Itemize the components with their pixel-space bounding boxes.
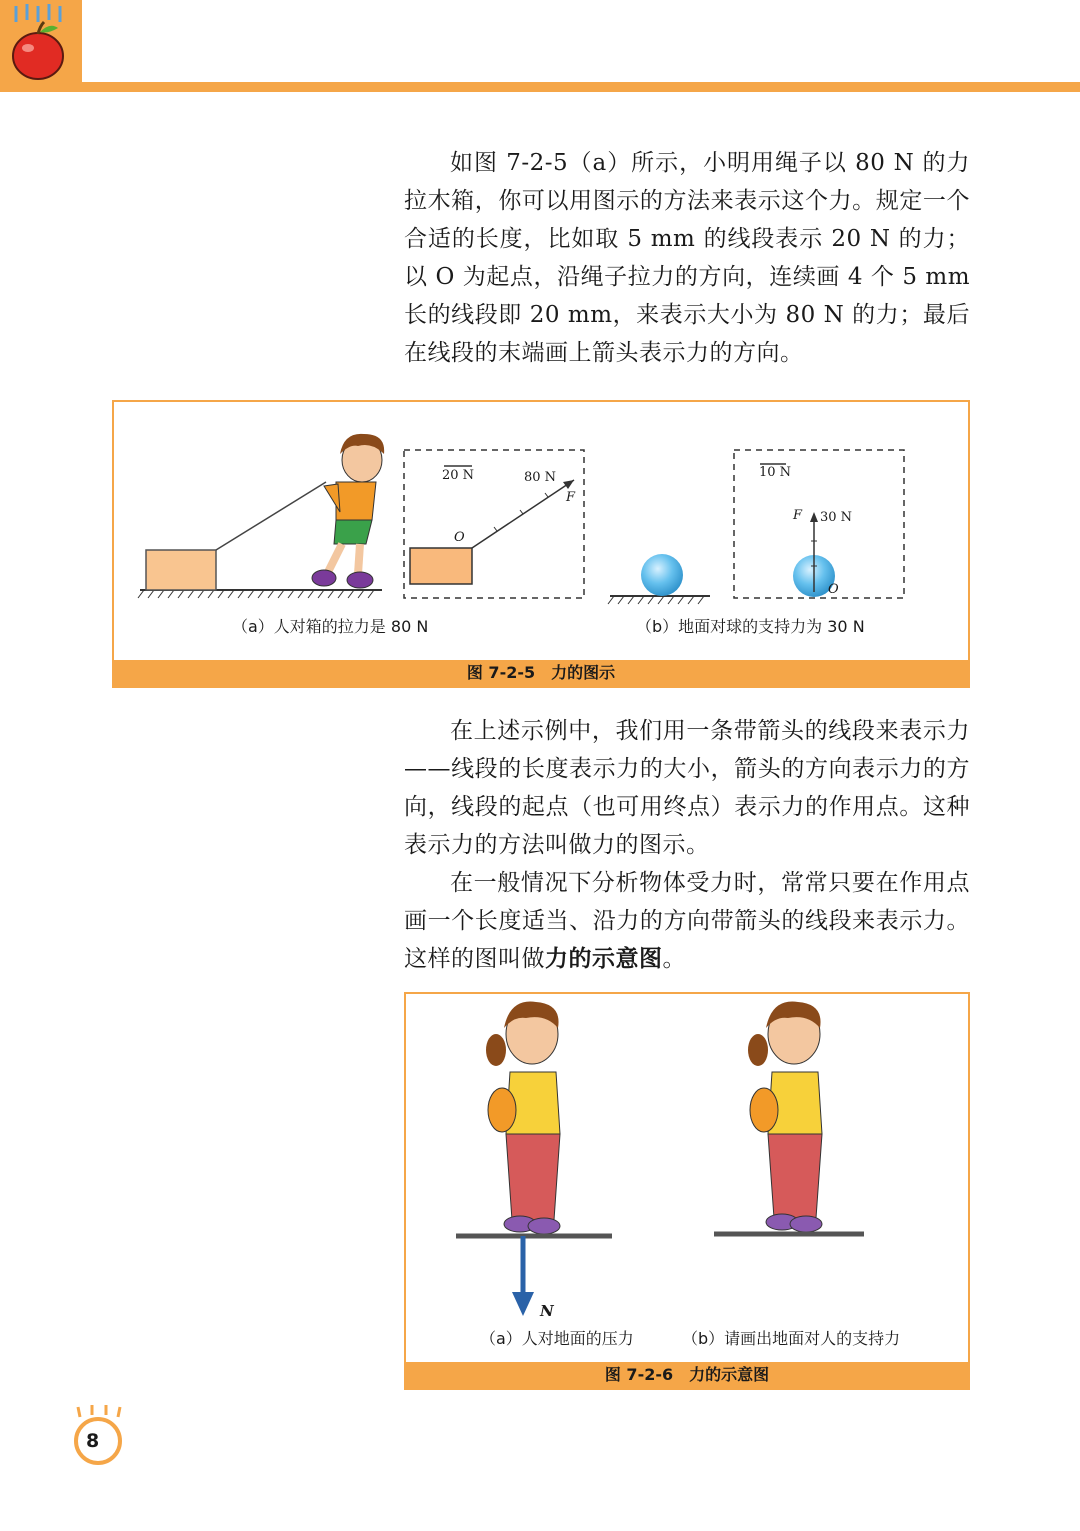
ground-hatch-a — [138, 590, 382, 598]
subcaption-a: （a）人对箱的拉力是 80 N — [232, 617, 429, 636]
paragraph-2 — [404, 712, 970, 978]
girl-illustration-a — [486, 1002, 560, 1234]
page-number-icon — [70, 1405, 130, 1465]
origin-label-b: O — [828, 582, 839, 597]
pressure-force-arrow — [512, 1236, 534, 1316]
scale-label-b: 10 N — [759, 465, 792, 480]
girl-illustration-b — [748, 1002, 822, 1232]
force-value-a: 80 N — [524, 470, 557, 485]
apple-icon — [0, 0, 82, 92]
paragraph-1-text: 如图 7-2-5（a）所示，小明用绳子以 80 N 的力拉木箱，你可以用图示的方法来表示这个力。规定一个合适的长度，比如取 5 mm 的线段表示 20 N 的力；以 O 为起点，沿绳子拉力的方向，连续画 4 个 5 mm 长的线段即 20 mm，来表示大小为 80 N 的力；最后在线段的末端画上箭头表示力的方向。 — [404, 150, 970, 366]
force-symbol-a: F — [566, 490, 576, 505]
figure-7-2-6-caption: 图 7-2-6 力的示意图 — [406, 1362, 968, 1388]
paragraph-2-text: 在上述示例中，我们用一条带箭头的线段来表示力——线段的长度表示力的大小，箭头的方向表示力的方向，线段的起点（也可用终点）表示力的作用点。这种表示力的方法叫做力的图示。 — [404, 718, 970, 858]
force-value-b: 30 N — [820, 510, 853, 525]
force-symbol-n: N — [540, 1302, 554, 1320]
rope — [216, 482, 326, 550]
header-bar — [0, 82, 1080, 92]
paragraph-3-text: 在一般情况下分析物体受力时，常常只要在作用点画一个长度适当、沿力的方向带箭头的线段来表示力。这样的图叫做 — [404, 870, 970, 972]
ground-hatch-b — [608, 596, 710, 604]
figure-7-2-5 — [112, 400, 970, 688]
origin-label-a: O — [454, 530, 465, 545]
term-force-diagram: 力的示意图 — [545, 945, 663, 972]
figure-7-2-5-caption: 图 7-2-5 力的图示 — [114, 660, 968, 686]
force-symbol-b: F — [793, 508, 803, 523]
figure-7-2-6 — [404, 992, 970, 1390]
header-corner — [0, 0, 82, 92]
scale-label-a: 20 N — [442, 468, 475, 483]
paragraph-3 — [404, 864, 970, 978]
page-number: 8 — [86, 1430, 100, 1452]
subcaption-a: （a）人对地面的压力 — [480, 1329, 634, 1348]
force-arrow-a — [472, 480, 574, 548]
paragraph-1 — [404, 144, 970, 372]
figure-7-2-6-drawing — [406, 994, 968, 1362]
wooden-box — [146, 550, 216, 590]
box-diagram — [410, 548, 472, 584]
ball — [641, 554, 683, 596]
subcaption-b: （b）地面对球的支持力为 30 N — [636, 617, 865, 636]
subcaption-b: （b）请画出地面对人的支持力 — [682, 1329, 901, 1348]
boy-illustration — [312, 434, 384, 588]
paragraph-3-end: 。 — [662, 946, 686, 972]
